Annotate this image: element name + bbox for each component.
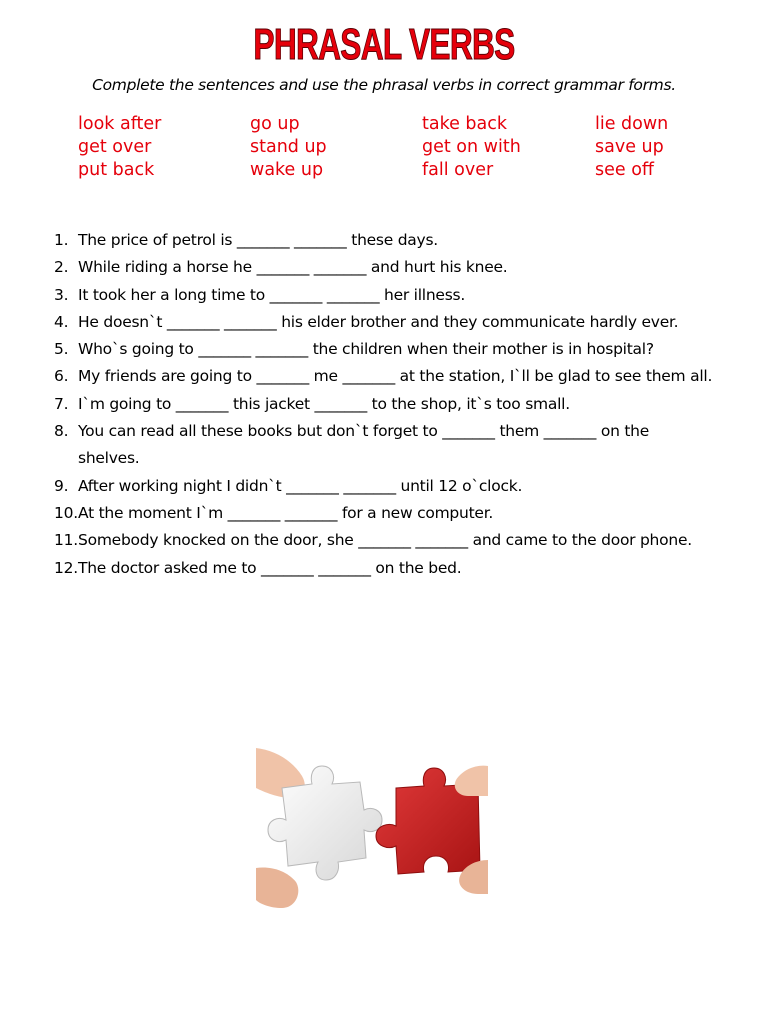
phrasal-verb-list	[78, 114, 728, 183]
exercise-sentence: The price of petrol is _______ _______ these days.	[78, 231, 438, 249]
exercise-number: 3.	[54, 285, 69, 304]
exercise-sentence: My friends are going to _______ me _______ at the station, I`ll be glad to see them all.	[78, 367, 713, 386]
exercise-number: 1.	[54, 231, 69, 249]
exercise-sentence: You can read all these books but don`t forget to _______ them _______ on the shelves.	[78, 422, 650, 468]
verb-item: wake up	[250, 160, 324, 180]
exercise-sentence: After working night I didn`t _______ _______ until 12 o`clock.	[78, 476, 523, 495]
verb-item: lie down	[595, 114, 669, 134]
exercise-item	[54, 473, 714, 500]
exercise-number: 8.	[54, 422, 69, 441]
puzzle-pieces-icon	[256, 748, 488, 916]
exercise-sentence: Somebody knocked on the door, she _______ _______ and came to the door phone.	[78, 531, 692, 550]
verb-item: look after	[78, 114, 162, 134]
exercise-item	[54, 500, 714, 527]
exercise-number: 10.	[54, 503, 78, 522]
exercise-item	[54, 227, 714, 254]
exercise-number: 7.	[54, 394, 69, 413]
exercise-sentence: At the moment I`m _______ _______ for a new computer.	[78, 503, 494, 522]
right-thumb	[455, 766, 488, 796]
verb-item: fall over	[422, 160, 494, 180]
exercise-sentence: The doctor asked me to _______ _______ on the bed.	[78, 558, 462, 577]
exercise-item	[54, 336, 714, 363]
exercise-item	[54, 254, 714, 281]
exercise-number: 6.	[54, 367, 69, 386]
exercise-list	[54, 227, 714, 582]
exercise-number: 4.	[54, 312, 69, 331]
exercise-item	[54, 555, 714, 582]
exercise-number: 5.	[54, 340, 69, 359]
exercise-item	[54, 527, 714, 554]
exercise-number: 9.	[54, 476, 69, 495]
verb-item: take back	[422, 114, 508, 134]
exercise-sentence: He doesn`t _______ _______ his elder brother and they communicate hardly ever.	[78, 312, 679, 331]
exercise-sentence: While riding a horse he _______ _______ and hurt his knee.	[78, 258, 508, 277]
verb-item: see off	[595, 160, 654, 180]
page-title: PHRASAL VERBS	[253, 20, 515, 69]
exercise-item	[54, 282, 714, 309]
exercise-sentence: I`m going to _______ this jacket _______ to the shop, it`s too small.	[78, 394, 570, 413]
instruction-text: Complete the sentences and use the phrasal verbs in correct grammar forms.	[92, 76, 676, 94]
exercise-number: 2.	[54, 258, 69, 277]
verb-item: get on with	[422, 137, 521, 157]
exercise-item	[54, 309, 714, 336]
verb-item: put back	[78, 160, 155, 180]
exercise-number: 12.	[54, 558, 78, 577]
exercise-sentence: It took her a long time to _______ _______ her illness.	[78, 285, 466, 304]
verb-item: go up	[250, 114, 300, 134]
verb-item: get over	[78, 137, 152, 157]
exercise-item	[54, 418, 714, 473]
verb-item: save up	[595, 137, 664, 157]
exercise-sentence: Who`s going to _______ _______ the children when their mother is in hospital?	[78, 340, 654, 359]
left-finger	[256, 868, 298, 908]
exercise-number: 11.	[54, 531, 78, 550]
verb-item: stand up	[250, 137, 327, 157]
exercise-item	[54, 363, 714, 390]
exercise-item	[54, 391, 714, 418]
